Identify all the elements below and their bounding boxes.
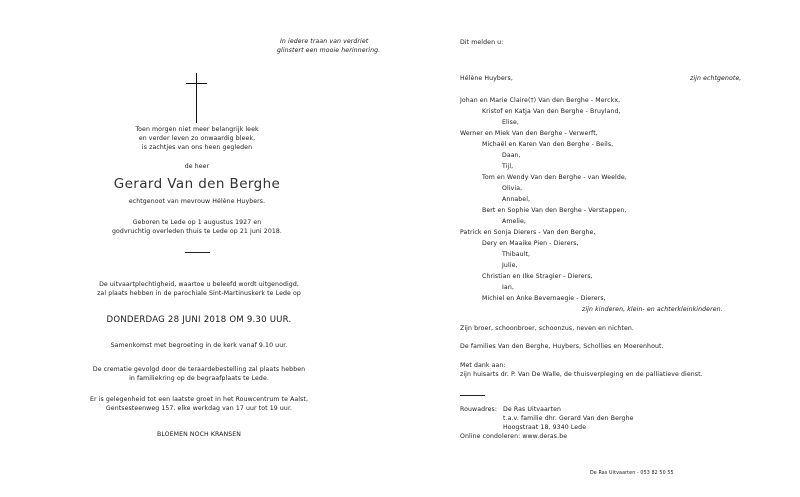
farewell-line-1: Er is gelegenheid tot een laatste groet in het Rouwcentrum te Aalst, bbox=[89, 396, 309, 403]
intro-line-2: en verder leven zo onwaardig bleek, bbox=[138, 135, 256, 142]
ceremony-date: DONDERDAG 28 JUNI 2018 OM 9.30 UUR. bbox=[106, 315, 292, 325]
intro-line-1: Toen morgen niet meer belangrijk leek bbox=[135, 126, 259, 133]
announce-line: Dit melden u: bbox=[460, 39, 504, 46]
family-line: Ian, bbox=[502, 284, 514, 291]
motto-line-1: In iedere traan van verdriet bbox=[280, 38, 369, 45]
cross-icon-bar bbox=[186, 83, 207, 84]
farewell-line-2: Gentsesteenweg 157, elke werkdag van 17 uur tot 19 uur. bbox=[105, 405, 293, 412]
invitation-line-1: De uitvaartplechtigheid, waartoe u beleefd wordt uitgenodigd, bbox=[99, 281, 299, 288]
divider-left bbox=[185, 252, 210, 253]
spouse-line: echtgenoot van mevrouw Hélène Huybers. bbox=[128, 198, 266, 205]
family-line: Michaël en Karen Van den Berghe - Beils, bbox=[482, 141, 614, 148]
siblings-line: Zijn broer, schoonbroer, schoonzus, neven en nichten. bbox=[460, 325, 634, 332]
intro-line-3: is zachtjes van ons heen gegleden bbox=[141, 144, 253, 151]
family-line: Christian en Ilke Stragier - Dierers, bbox=[482, 273, 593, 280]
cross-icon bbox=[196, 73, 197, 123]
family-line: Kristof en Katja Van den Berghe - Bruyland, bbox=[482, 108, 621, 115]
thanks-label: Met dank aan: bbox=[460, 362, 506, 369]
family-line: Werner en Miek Van den Berghe - Verwerft, bbox=[460, 130, 598, 137]
family-line: Olivia, bbox=[502, 185, 523, 192]
birth-line-2: godvruchtig overleden thuis te Lede op 21 juni 2018. bbox=[112, 228, 282, 235]
widow-name: Hélène Huybers, bbox=[460, 75, 513, 82]
family-line: Elise, bbox=[502, 119, 519, 126]
meeting-line: Samenkomst met begroeting in de kerk vanaf 9.10 uur. bbox=[110, 342, 288, 349]
family-line: Julie, bbox=[502, 262, 518, 269]
family-line: Daan, bbox=[502, 152, 521, 159]
divider-right bbox=[460, 395, 485, 396]
thanks-line: zijn huisarts dr. P. Van De Walle, de thuisverpleging en de palliatieve dienst. bbox=[460, 371, 703, 378]
de-heer: de heer bbox=[184, 163, 210, 170]
grandchildren-note: zijn kinderen, klein- en achterkleinkinderen. bbox=[582, 306, 723, 313]
family-line: Annabel, bbox=[502, 196, 531, 203]
rouwadres-line-2: t.a.v. familie dhr. Gerard Van den Berghe bbox=[503, 415, 634, 422]
rouwadres-line-3: Hoogstraat 18, 9340 Lede bbox=[503, 424, 587, 431]
flowers-line: BLOEMEN NOCH KRANSEN bbox=[157, 431, 241, 438]
cremation-line-1: De crematie gevolgd door de teraardebestelling zal plaats hebben bbox=[92, 366, 306, 373]
family-line: Tijl, bbox=[502, 163, 514, 170]
rouwadres-line-1: De Ras Uitvaarten bbox=[503, 406, 562, 413]
family-line: Johan en Marie Claire(†) Van den Berghe - Merckx, bbox=[460, 97, 621, 104]
family-line: Michiel en Anke Bevernaegie - Dierers, bbox=[482, 295, 606, 302]
online-condolences: Online condoleren: www.deras.be bbox=[460, 433, 568, 440]
footer-credit: De Ras Uitvaarten - 053 82 50 55 bbox=[590, 471, 674, 476]
families-line: De families Van den Berghe, Huybers, Schollies en Moerenhout. bbox=[460, 343, 664, 350]
birth-line-1: Geboren te Lede op 1 augustus 1927 en bbox=[132, 219, 262, 226]
family-line: Thibault, bbox=[502, 251, 531, 258]
invitation-line-2: zal plaats hebben in de parochiale Sint-Martinuskerk te Lede op bbox=[97, 290, 301, 297]
rouwadres-label: Rouwadres: bbox=[460, 406, 498, 413]
motto-line-2: glinstert een mooie herinnering. bbox=[277, 47, 381, 54]
family-line: Bert en Sophie Van den Berghe - Verstappen, bbox=[482, 207, 627, 214]
family-line: Tom en Wendy Van den Berghe - van Weelde, bbox=[482, 174, 627, 181]
widow-role: zijn echtgenote, bbox=[690, 75, 742, 82]
family-line: Amelie, bbox=[502, 218, 526, 225]
family-line: Dery en Maaike Pien - Dierers, bbox=[482, 240, 579, 247]
cremation-line-2: in familiekring op de begraafplaats te Lede. bbox=[129, 375, 269, 382]
deceased-name: Gerard Van den Berghe bbox=[113, 176, 281, 192]
family-line: Patrick en Sonja Dierers - Van den Berghe, bbox=[460, 229, 596, 236]
